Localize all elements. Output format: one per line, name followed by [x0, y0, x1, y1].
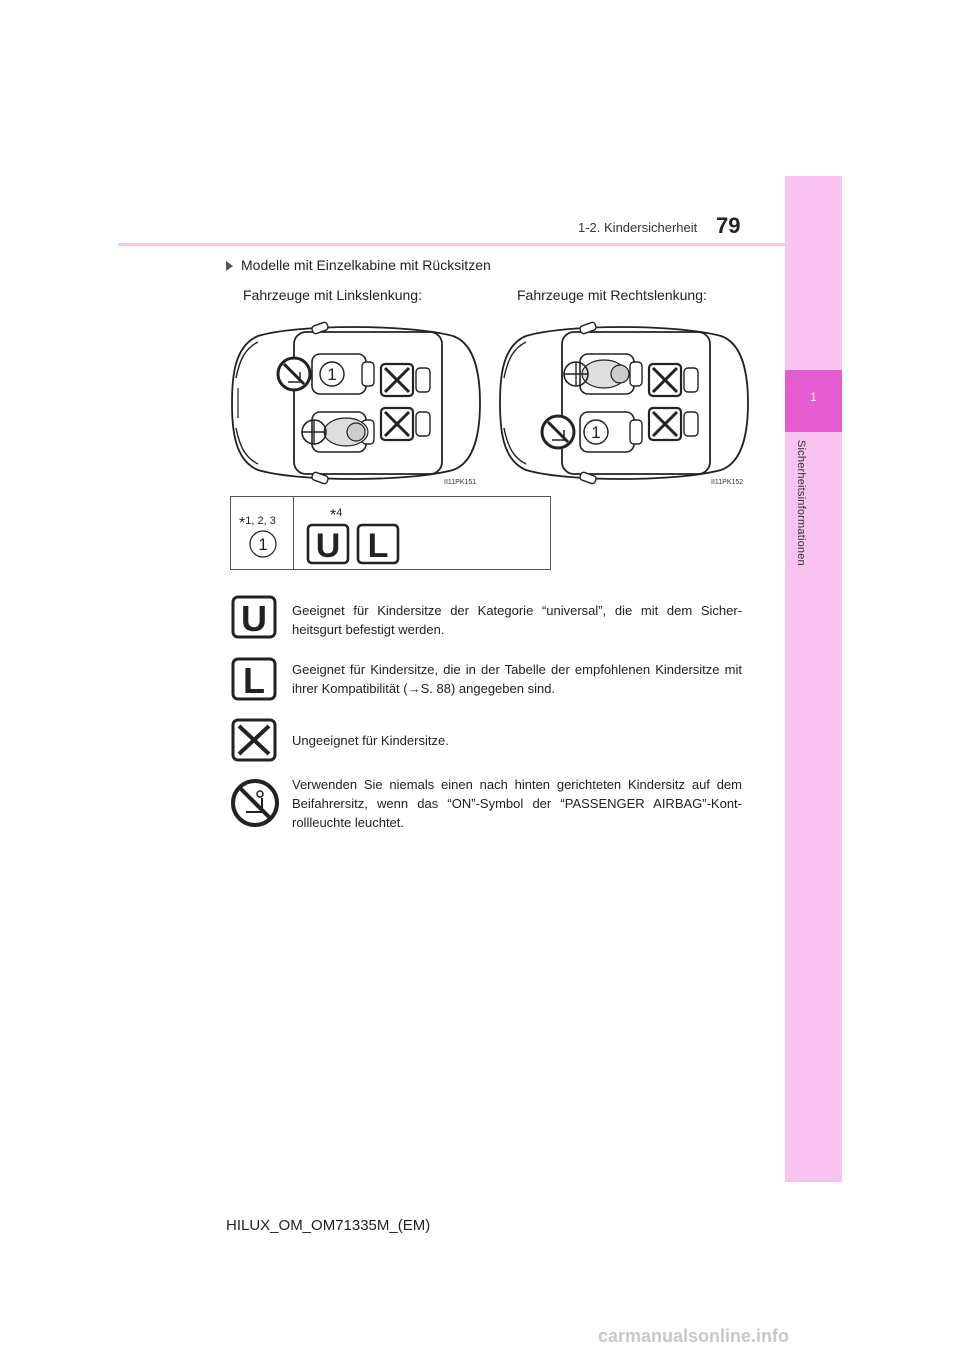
- seat-numeral: 1: [327, 365, 337, 384]
- caption-right-hand-drive: Fahrzeuge mit Rechtslenkung:: [517, 287, 707, 303]
- watermark: carmanualsonline.info: [598, 1326, 790, 1346]
- no-rear-facing-seat-icon: [230, 778, 280, 828]
- u-universal-icon: [230, 594, 278, 640]
- chapter-number: 1: [810, 390, 817, 404]
- image-code-right: II11PK152: [711, 479, 744, 486]
- definition-rear-facing-warning: Verwenden Sie niemals einen nach hinten gerichteten Kindersitz auf dem Beifahrersitz, wenn das “ON”-Symbol der “PASSENGER AIRBAG”-Kont-rollleuchte leuchtet.: [292, 777, 742, 830]
- header-rule: [118, 243, 842, 246]
- seat-numeral: 1: [591, 423, 601, 442]
- svg-text:U: U: [241, 598, 267, 639]
- l-listed-icon: [230, 656, 278, 702]
- legend-cell-2: [294, 497, 551, 570]
- car-diagram-left: [228, 318, 482, 488]
- legend-table: [230, 496, 551, 570]
- svg-text:U: U: [315, 527, 341, 565]
- svg-text:1: 1: [258, 535, 268, 554]
- definition-listed: Geeignet für Kindersitze, die in der Tabelle der empfohlenen Kindersitze mit ihrer Kompatibilität (→S. 88) angegeben sind.: [292, 662, 742, 696]
- definition-universal: Geeignet für Kindersitze der Kategorie “universal”, die mit dem Sicher-heitsgurt befestigt werden.: [292, 603, 742, 637]
- asterisk: *: [239, 515, 246, 532]
- ul-icons: [306, 523, 402, 565]
- image-code-left: II11PK151: [444, 479, 477, 486]
- definition-unsuitable: Ungeeignet für Kindersitze.: [292, 733, 449, 748]
- page-number: 79: [716, 213, 741, 238]
- seat-numeral-icon: [248, 529, 278, 559]
- note-refs-1: 1, 2, 3: [245, 515, 276, 527]
- caption-left-hand-drive: Fahrzeuge mit Linkslenkung:: [243, 287, 422, 303]
- subtitle: [226, 257, 491, 273]
- unsuitable-x-icon: [230, 717, 278, 763]
- car-diagram-right: [496, 318, 750, 488]
- svg-text:L: L: [243, 660, 265, 701]
- bullet-triangle-icon: [226, 261, 233, 271]
- legend-cell-1: [231, 497, 294, 570]
- chapter-title: Sicherheitsinformationen: [795, 440, 807, 566]
- svg-text:L: L: [367, 527, 389, 565]
- asterisk: *: [330, 507, 337, 524]
- chapter-tab: [785, 176, 842, 1182]
- note-refs-2: 4: [336, 507, 343, 519]
- document-code: HILUX_OM_OM71335M_(EM): [226, 1217, 431, 1234]
- subtitle-text: Modelle mit Einzelkabine mit Rücksitzen: [241, 257, 491, 273]
- section-title: 1-2. Kindersicherheit: [578, 220, 698, 235]
